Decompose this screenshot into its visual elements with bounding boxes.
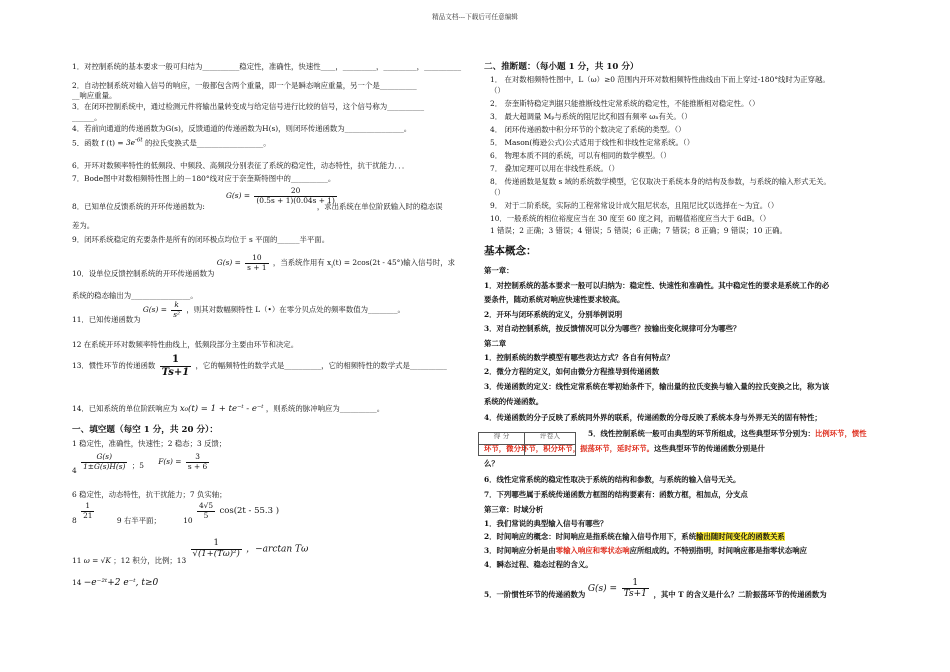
q8-prefix: 8．已知单位反馈系统的开环传递函数为: (72, 202, 205, 211)
answer-4-5 (72, 452, 211, 476)
right-column (478, 0, 950, 672)
question-9: 9．闭环系统稳定的充要条件是所有的闭环极点均位于 s 平面的______半平面。 (72, 235, 330, 244)
q8-denominator: (0.5s + 1)(0.04s + 1) (256, 195, 335, 205)
ch2-item-5-prefix: 5．线性控制系统一般可由典型的环节所组成，这些典型环节分别为： (588, 429, 815, 438)
page-header: 精品文档---下载后可任意编辑 (432, 13, 518, 21)
judge-9: 9． 对于二阶系统，实际的工程常常设计成欠阻尼状态，且阻尼比ζ以选择在～为宜。（） (490, 201, 779, 210)
ch3-item-5-prefix: 5．一阶惯性环节的传递函数为 (484, 589, 586, 599)
score-table-header-score: 得 分 (479, 433, 525, 444)
score-table-header-row (479, 433, 575, 445)
a4-denominator: 1±G(s)H(s) (83, 461, 126, 471)
q11-denominator: s² (173, 309, 181, 319)
a5-numerator: 3 (186, 453, 209, 463)
judge-1-cont: （） (490, 86, 505, 95)
a5-lhs: F(s) = (158, 457, 182, 467)
q13-numerator: 1 (160, 354, 192, 367)
answer-1-3: 1 稳定性，准确性，快速性；2 稳态；3 反馈； (72, 439, 227, 448)
a13-numerator: 1 (191, 539, 242, 550)
q10-lhs: G(s) = (216, 258, 241, 268)
ch2-item-1: 1．控制系统的数学模型有哪些表达方式？各自有何特点？ (484, 353, 674, 362)
a9: 9 右半平面； (116, 516, 161, 526)
ch2-item-5-red-1: 比例环节，惯性 (814, 429, 867, 438)
a4-numerator: G(s) (81, 453, 127, 463)
judge-answers: 1 错误；2 正确；3 错误；4 错误；5 错误；6 正确；7 错误；8 正确；9 错误；10 正确。 (490, 226, 787, 235)
a4-prefix: 4 (72, 466, 77, 476)
ch1-item-1-cont: 要条件，随动系统对响应快速性要求较高。 (484, 295, 625, 304)
ch3-item-2-highlight: 输出随时间变化的函数关系 (696, 532, 785, 541)
q10-numerator: 10 (245, 254, 268, 264)
answer-6-7: 6 稳定性，动态特性，抗干扰能力；7 负实轴； (72, 490, 227, 499)
question-8 (72, 203, 443, 212)
a5-denominator: s + 6 (187, 461, 208, 471)
judge-8: 8． 传递函数是复数 s 域的系统数学模型，它仅取决于系统本身的结构及参数，与系统的输入形式无关。 (490, 177, 831, 186)
q10-denominator: s + 1 (247, 262, 267, 272)
q8-suffix: ，求出系统在单位阶跃输入时的稳态误 (316, 202, 443, 211)
score-table-header-grader: 评卷人 (539, 432, 561, 440)
section-fill-in-answers: 一、填空题（每空 1 分，共 20 分）： (72, 425, 218, 435)
a11-prefix: 11 (72, 556, 82, 566)
q5-suffix: 的拉氏变换式是__________________。 (144, 138, 271, 148)
ch3-item-5-denominator: Ts+1 (623, 589, 647, 600)
answer-14 (72, 578, 158, 588)
ch3-item-2-prefix: 2．时间响应的概念：时间响应是指系统在输入信号作用下，系统 (484, 532, 697, 541)
a10-prefix: 10 (183, 516, 193, 526)
ch3-item-5 (484, 578, 827, 600)
question-14 (72, 405, 384, 415)
a8-numerator: 1 (81, 502, 94, 512)
score-table (478, 432, 576, 456)
a8-prefix: 8 (72, 516, 77, 526)
ch3-item-3-suffix: 应所组成的。不特别指明，时间响应都是指零状态响应 (629, 546, 807, 555)
ch3-item-3 (484, 547, 807, 556)
ch1-item-2: 2．开环与闭环系统的定义，分别举例说明 (484, 310, 623, 319)
q5-prefix: 5．函数 f (t) = (72, 138, 124, 148)
ch3-item-5-numerator: 1 (622, 578, 649, 589)
question-2: 2．自动控制系统对输入信号的响应，一般都包含两个重量，即一个是瞬态响应重量，另一个是__________ (72, 81, 417, 90)
ch3-item-5-suffix: ，其中 T 的含义是什么？二阶振荡环节的传递函数为 (653, 589, 827, 599)
q13-suffix: ，它的幅频特性的数学式是__________，它的相频特性的数学式是__________ (195, 361, 447, 370)
question-5 (72, 138, 271, 148)
ch2-item-3: 3．传递函数的定义：线性定常系统在零初始条件下，输出量的拉氏变换与输入量的拉氏变换之比，称为该 (484, 382, 830, 391)
judge-7: 7． 叠加定理可以用在非线性系统。（） (490, 164, 619, 173)
judge-2: 2． 奈奎斯特稳定判据只能推断线性定常系统的稳定性，不能推断相对稳定性。（） (490, 99, 760, 108)
ch1-item-1: 1．对控制系统的基本要求一般可以归纳为：稳定性、快速性和准确性。其中稳定性的要求是系统工作的必 (484, 281, 830, 290)
question-13 (72, 354, 447, 378)
a11-formula: ω = √K (83, 556, 111, 566)
ch2-item-3-cont: 系统的传递函数。 (484, 397, 544, 406)
a10-numerator: 4√5 (198, 501, 214, 510)
q10-suffix: ，当系统作用有 x (272, 258, 332, 268)
chapter-2-title: 第二章 (484, 339, 507, 348)
judge-4: 4． 闭环传递函数中积分环节的个数决定了系统的类型。（） (490, 125, 686, 134)
q13-denominator: Ts+1 (161, 366, 190, 378)
ch3-item-1: 1．我们常说的典型输入信号有哪些？ (484, 519, 608, 528)
q10-subscript: i (331, 263, 333, 270)
q5-function: $3e^{-6t}$ (125, 138, 143, 148)
a11-suffix: ；12 积分，比例；13 (113, 556, 187, 566)
ch3-item-2 (484, 533, 785, 542)
question-8-cont: 差为。 (72, 221, 95, 230)
q8-lhs: G(s) = (226, 191, 251, 201)
judge-5: 5． Mason(梅逊公式)公式适用于线性和非线性定常系统。（） (490, 138, 695, 147)
a13-denominator: √(1+(Tω)²) (192, 548, 240, 559)
q13-prefix: 13．惯性环节的传递函数 (72, 361, 156, 370)
chapter-1-title: 第一章： (484, 266, 514, 275)
a4-sep: ；5 (131, 461, 144, 471)
ch1-item-3: 3．对自动控制系统，按反馈情况可以分为哪些？按输出变化规律可分为哪些？ (484, 324, 741, 333)
a8-denominator: 21 (83, 510, 93, 520)
q10-prefix: 10．设单位反馈控制系统的开环传递函数为 (72, 269, 215, 279)
ch2-item-5 (588, 430, 867, 439)
ch3-item-4: 4．瞬态过程、稳态过程的含义。 (484, 560, 593, 569)
question-4: 4．若前向通道的传递函数为G(s)，反馈通道的传递函数为H(s)，则闭环传递函数为________________。 (72, 124, 412, 133)
q11-numerator: k (171, 301, 182, 311)
chapter-3-title: 第三章：时域分析 (484, 505, 544, 514)
q14-formula: x₀(t) = 1 + te⁻ᵗ - e⁻ᵗ (179, 404, 264, 414)
judge-8-cont: （） (490, 188, 505, 197)
ch2-item-2: 2．微分方程的定义，如何由微分方程推导到传递函数 (484, 367, 660, 376)
judge-3: 3． 最大超调量 Mₚ与系统的阻尼比ζ和固有频率 ωₙ有关。（） (490, 112, 692, 121)
q5-exponent: -6t (135, 138, 143, 144)
ch2-item-5-suffix: 这些典型环节的传递函数分别是什 (654, 444, 765, 453)
judge-6: 6． 物理本质不同的系统，可以有相同的数学模型。（） (490, 151, 671, 160)
a10-cos: cos(2t - 55.3 ) (219, 506, 280, 517)
a14-prefix: 14 (72, 578, 82, 587)
ch3-item-5-lhs: G(s) = (587, 583, 618, 594)
question-2-cont: __响应重量。 (72, 91, 117, 100)
ch2-item-5-line3: 么？ (484, 459, 499, 468)
q14-prefix: 14．已知系统的单位阶跃响应为 (72, 404, 178, 413)
ch2-item-7: 7．下列哪些属于系统传递函数方框图的结构要素有：函数方框，相加点，分支点 (484, 490, 748, 499)
question-1: 1．对控制系统的基本要求一般可归结为__________稳定性，准确性，快速性____，_________，_________，__________ (72, 62, 462, 71)
question-7: 7．Bode图中对数相频特性图上的－180°线对应于奈奎斯特图中的__________。 (72, 174, 336, 183)
answer-8-10 (72, 501, 280, 526)
q14-suffix: ，则系统的脉冲响应为__________。 (265, 404, 385, 413)
q11-lhs: G(s) = (142, 305, 167, 315)
ch2-item-4: 4．传递函数的分子反映了系统同外界的联系，传递函数的分母反映了系统本身与外界无关的固有特性； (484, 413, 822, 422)
question-3-cont: ______。 (72, 113, 102, 122)
a14-formula: −e⁻²ᵗ+2 e⁻ᵗ, t≥0 (83, 578, 159, 588)
ch2-item-6: 6．线性定常系统的稳定性取决于系统的结构和参数，与系统的输入信号无关。 (484, 475, 741, 484)
basic-concepts-title: 基本概念： (484, 245, 537, 257)
question-6: 6．开环对数频率特性的低频段、中频段、高频段分别表征了系统的稳定性，动态特性，抗干扰能力．．． (72, 161, 410, 170)
question-12: 12 在系统开环对数频率特性曲线上，低频段部分主要由环节和决定。 (72, 340, 299, 349)
question-11 (72, 300, 405, 325)
q11-prefix: 11．已知传递函数为 (72, 315, 141, 325)
q8-numerator: 20 (254, 187, 337, 197)
judge-10: 10．一般系统的相位裕度应当在 30 度至 60 度之间，而幅值裕度应当大于 6dB。（） (490, 214, 771, 223)
answer-11-13 (72, 538, 309, 566)
section-true-false: 二、推断题：（每小题 1 分，共 10 分） (484, 62, 639, 72)
a13-phase: ，−arctan Tω (246, 544, 309, 555)
ch3-item-3-prefix: 3．时间响应分析是由 (484, 546, 556, 555)
ch2-item-5-red-2: 环节，微分环节，积分环节，振荡环节，延时环节。 (484, 444, 654, 453)
ch3-item-3-red: 零输入响应和零状态响 (555, 546, 630, 555)
question-3: 3．在闭环控制系统中，通过检测元件将输出量转变成与给定信号进行比较的信号，这个信号称为__________ (72, 102, 425, 111)
question-10-cont: 系统的稳态输出为________________。 (72, 291, 198, 300)
q10-suffix2: (t) = 2cos(2t - 45°)输入信号时，求 (332, 258, 455, 268)
judge-1: 1． 在对数相频特性图中，L（ω）≥0 范围内开环对数相频特性曲线由下而上穿过-180°线时为正穿越。 (490, 75, 830, 84)
question-10 (72, 253, 455, 279)
a10-denominator: 5 (203, 510, 209, 520)
score-table-divider (524, 444, 525, 455)
q11-suffix: ，则其对数幅频特性 L（•）在零分贝点处的频率数值为________。 (186, 305, 405, 315)
